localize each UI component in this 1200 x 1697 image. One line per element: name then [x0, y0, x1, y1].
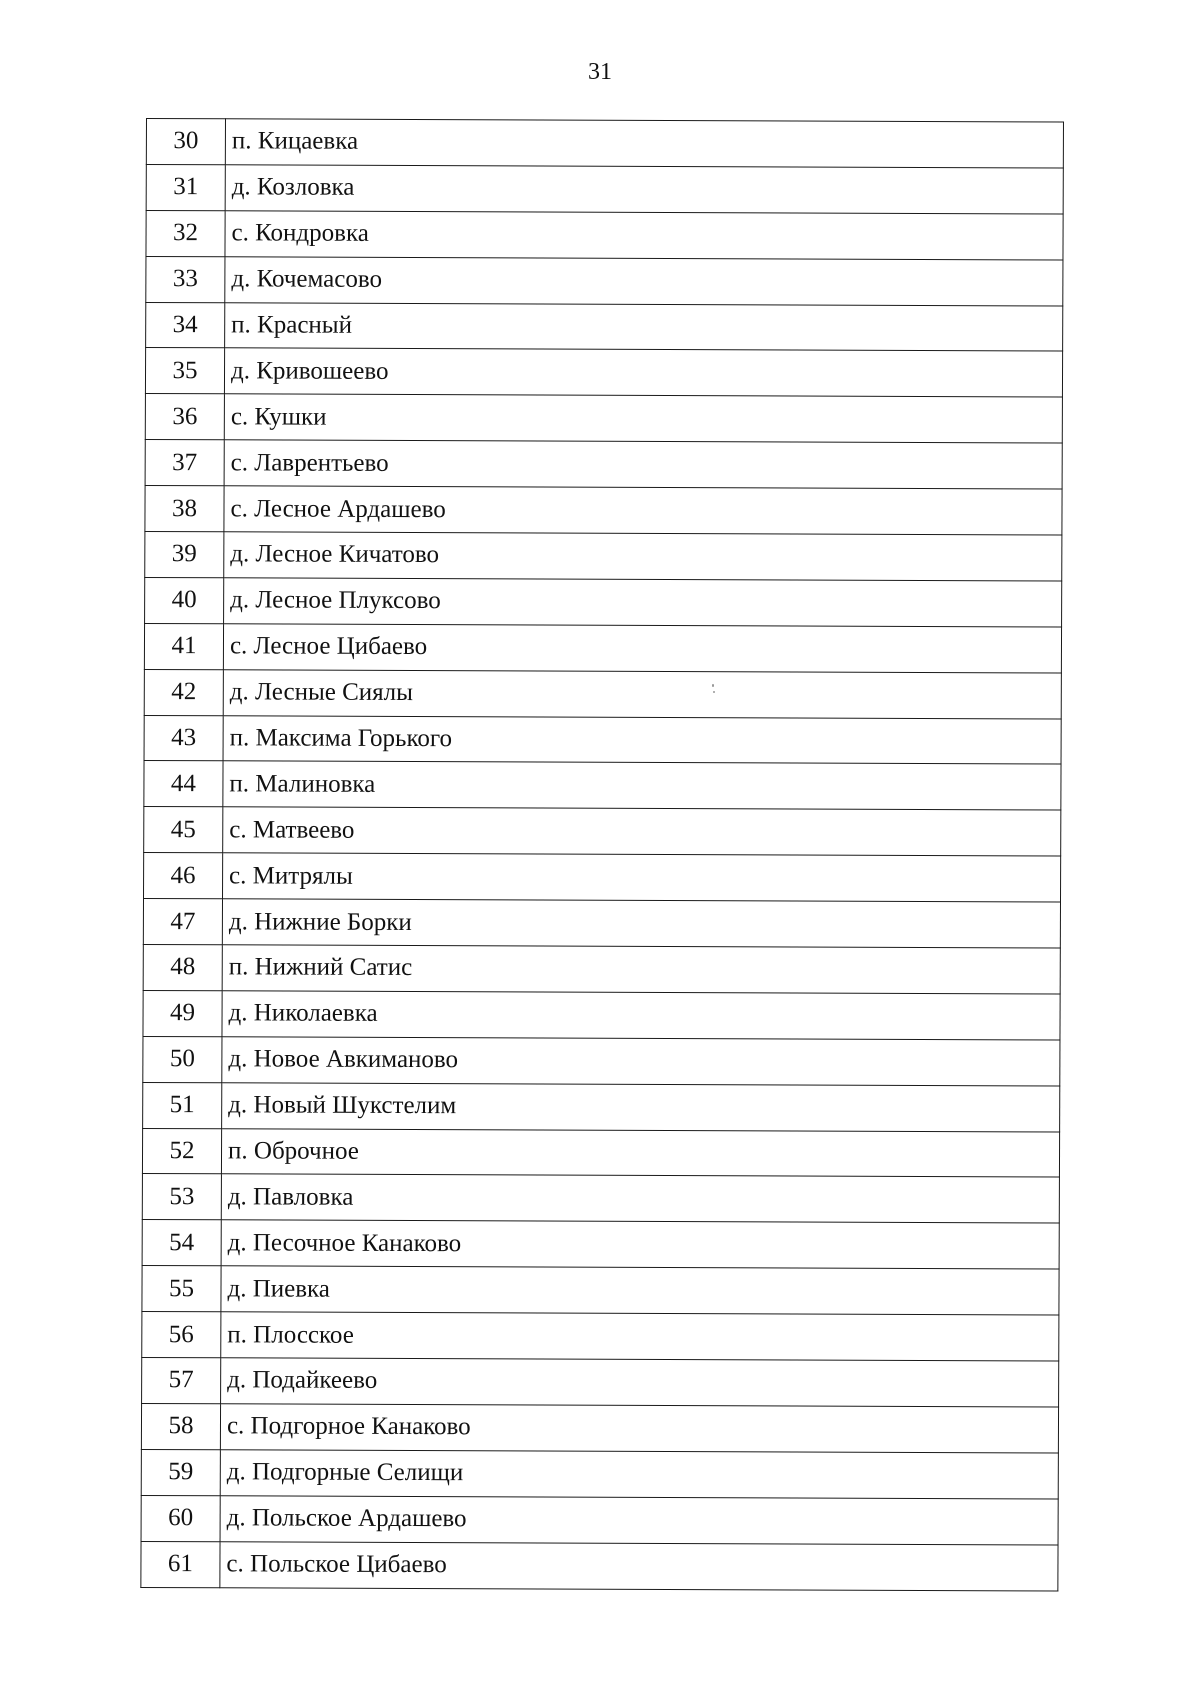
settlement-name: д. Николаевка	[222, 991, 1060, 1040]
table-row	[145, 532, 1062, 581]
table-row	[146, 210, 1063, 259]
row-number: 55	[142, 1266, 221, 1312]
row-number: 46	[144, 853, 223, 899]
row-number: 57	[142, 1358, 221, 1404]
table-row	[145, 440, 1062, 489]
table-row	[141, 1403, 1058, 1452]
settlement-name: д. Кочемасово	[225, 256, 1063, 305]
settlement-name: п. Малиновка	[223, 761, 1061, 810]
table-row	[142, 1174, 1059, 1223]
settlement-name: д. Новый Шукстелим	[222, 1083, 1060, 1132]
row-number: 37	[145, 440, 224, 486]
settlements-table-body	[141, 119, 1064, 1591]
table-row	[144, 807, 1061, 856]
row-number: 53	[142, 1174, 221, 1220]
settlement-name: п. Красный	[225, 302, 1063, 351]
settlement-name: п. Плосское	[221, 1312, 1059, 1361]
scan-speck	[712, 684, 714, 687]
settlement-name: д. Польское Ардашево	[220, 1496, 1058, 1545]
table-row	[145, 348, 1062, 397]
settlement-name: д. Лесные Сиялы	[223, 669, 1061, 718]
settlement-name: д. Павловка	[221, 1174, 1059, 1223]
table-row	[144, 715, 1061, 764]
table-row	[141, 1541, 1058, 1590]
table-row	[145, 577, 1062, 626]
settlement-name: д. Кривошеево	[224, 348, 1062, 397]
table-row	[142, 1220, 1059, 1269]
settlement-name: п. Максима Горького	[223, 715, 1061, 764]
table-row	[141, 1449, 1058, 1498]
row-number: 43	[144, 715, 223, 761]
row-number: 49	[143, 990, 222, 1036]
settlement-name: д. Козловка	[225, 165, 1063, 214]
table-row	[143, 990, 1060, 1039]
settlement-name: с. Матвеево	[223, 807, 1061, 856]
row-number: 51	[143, 1082, 222, 1128]
row-number: 45	[144, 807, 223, 853]
row-number: 35	[145, 348, 224, 394]
settlement-name: с. Лесное Ардашево	[224, 486, 1062, 535]
row-number: 39	[145, 532, 224, 578]
table-row	[141, 1495, 1058, 1544]
settlement-name: п. Оброчное	[221, 1128, 1059, 1177]
settlement-name: с. Кондровка	[225, 211, 1063, 260]
settlement-name: с. Подгорное Канаково	[220, 1404, 1058, 1453]
row-number: 38	[145, 486, 224, 532]
row-number: 61	[141, 1541, 220, 1587]
table-row	[146, 256, 1063, 305]
settlement-name: с. Польское Цибаево	[220, 1541, 1058, 1590]
row-number: 54	[142, 1220, 221, 1266]
settlements-table	[140, 118, 1064, 1591]
settlement-name: с. Кушки	[224, 394, 1062, 443]
table-row	[143, 1036, 1060, 1085]
row-number: 50	[143, 1036, 222, 1082]
table-row	[146, 164, 1063, 213]
table-row	[144, 623, 1061, 672]
settlement-name: п. Кицаевка	[225, 119, 1063, 168]
settlement-name: д. Пиевка	[221, 1266, 1059, 1315]
table-row	[144, 761, 1061, 810]
settlement-name: п. Нижний Сатис	[222, 945, 1060, 994]
table-row	[143, 945, 1060, 994]
table-row	[143, 1082, 1060, 1131]
row-number: 44	[144, 761, 223, 807]
row-number: 32	[146, 210, 225, 256]
settlement-name: д. Лесное Плуксово	[224, 578, 1062, 627]
settlement-name: д. Песочное Канаково	[221, 1220, 1059, 1269]
row-number: 36	[145, 394, 224, 440]
row-number: 56	[142, 1312, 221, 1358]
settlement-name: д. Подгорные Селищи	[220, 1450, 1058, 1499]
row-number: 60	[141, 1495, 220, 1541]
table-row	[146, 302, 1063, 351]
settlement-name: д. Подайкеево	[221, 1358, 1059, 1407]
table-row	[143, 899, 1060, 948]
table-row	[145, 486, 1062, 535]
row-number: 48	[143, 945, 222, 991]
row-number: 42	[144, 669, 223, 715]
table-row	[142, 1358, 1059, 1407]
settlement-name: с. Лесное Цибаево	[223, 624, 1061, 673]
table-row	[146, 119, 1063, 168]
table-row	[142, 1128, 1059, 1177]
settlement-name: с. Митрялы	[223, 853, 1061, 902]
row-number: 41	[144, 623, 223, 669]
scan-speck	[713, 691, 715, 693]
settlement-name: д. Нижние Борки	[222, 899, 1060, 948]
row-number: 34	[146, 302, 225, 348]
row-number: 30	[146, 119, 225, 165]
page-number: 31	[588, 59, 612, 85]
row-number: 59	[141, 1449, 220, 1495]
table-row	[145, 394, 1062, 443]
table-row	[144, 853, 1061, 902]
table-row	[144, 669, 1061, 718]
row-number: 47	[143, 899, 222, 945]
settlement-name: д. Лесное Кичатово	[224, 532, 1062, 581]
table-row	[142, 1312, 1059, 1361]
row-number: 52	[142, 1128, 221, 1174]
row-number: 40	[145, 577, 224, 623]
settlement-name: д. Новое Авкиманово	[222, 1037, 1060, 1086]
row-number: 58	[141, 1403, 220, 1449]
settlement-name: с. Лаврентьево	[224, 440, 1062, 489]
table-row	[142, 1266, 1059, 1315]
row-number: 33	[146, 256, 225, 302]
row-number: 31	[146, 164, 225, 210]
